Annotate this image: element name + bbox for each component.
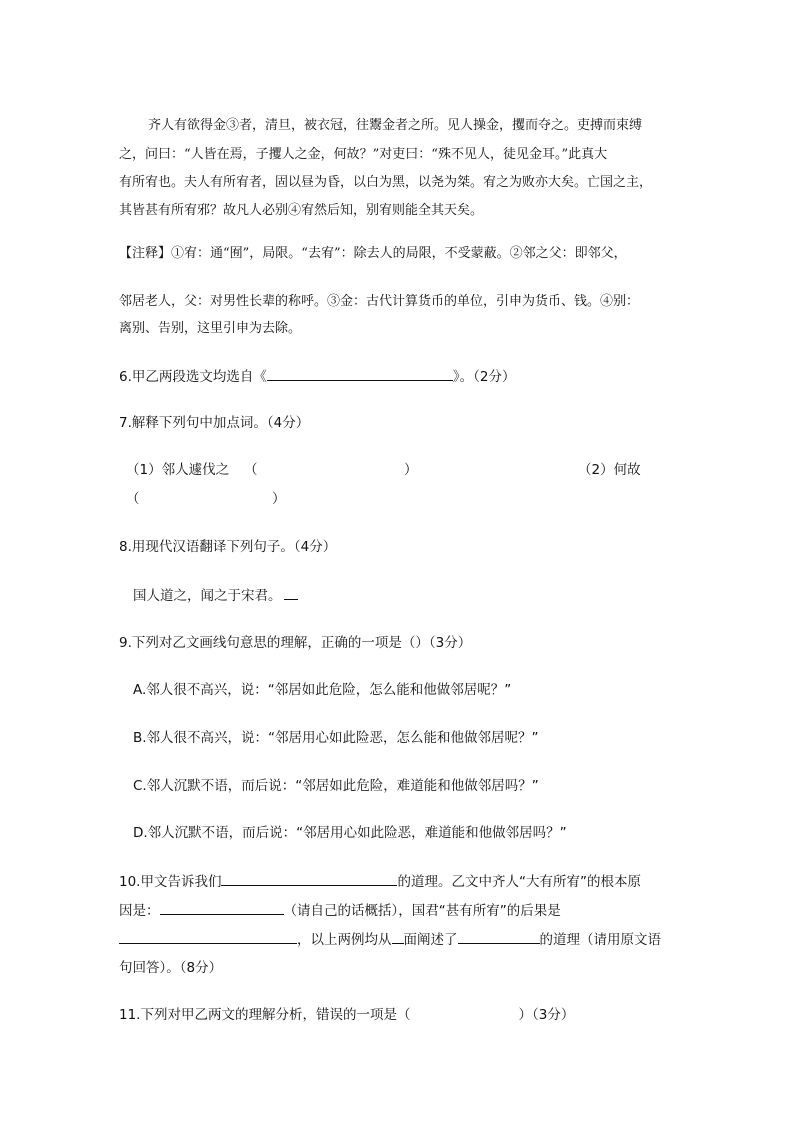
q11-text-pre: 11.下列对甲乙两文的理解分析，错误的一项是（ [119, 1007, 411, 1023]
q7-item-2-label: （2）何故 [578, 462, 641, 478]
q10-blank-2[interactable] [160, 901, 284, 915]
question-11 [119, 1006, 574, 1024]
q10-text-b: 的道理。乙文中齐人“大有所宥”的根本原 [397, 874, 641, 890]
q8-sentence-text: 国人道之，闻之于宋君。 [133, 588, 282, 604]
q8-answer-blank[interactable] [284, 586, 298, 600]
notes-line-3: 离别、告别，这里引申为去除。 [119, 321, 302, 336]
question-7-title: 7.解释下列句中加点词。（4分） [119, 415, 310, 431]
q6-text-pre: 6.甲乙两段选文均选自《 [119, 369, 267, 385]
q7-item-1-open-paren: （ [244, 462, 258, 478]
q10-text-e: ，以上两例均从 [297, 932, 392, 948]
notes-line-2: 邻居老人，父：对男性长辈的称呼。③金：古代计算货币的单位，引申为货币、钱。④别： [119, 294, 640, 309]
q10-text-d: （请自己的话概括），国君“甚有所宥”的后果是 [283, 903, 561, 919]
q10-blank-5[interactable] [458, 930, 540, 944]
q9-option-a[interactable]: A.邻人很不高兴，说：“邻居如此危险，怎么能和他做邻居呢？” [133, 682, 512, 698]
q6-answer-blank[interactable] [267, 367, 453, 381]
passage-line-4: 其皆甚有所宥邪？故凡人必别④宥然后知，别宥则能全其天矣。 [119, 203, 484, 218]
q10-text-g: 的道理（请用原文语 [539, 932, 661, 948]
q11-text-post: ）（3分） [518, 1007, 575, 1023]
q9-option-d[interactable]: D.邻人沉默不语，而后说：“邻居用心如此险恶，难道能和他做邻居吗？” [133, 825, 567, 841]
question-8-title: 8.用现代汉语翻译下列句子。（4分） [119, 539, 337, 555]
q10-text-a: 10.甲文告诉我们 [119, 874, 222, 890]
question-6 [119, 367, 515, 386]
q10-blank-3[interactable] [119, 930, 297, 944]
q10-blank-4[interactable] [392, 930, 404, 944]
q9-option-c[interactable]: C.邻人沉默不语，而后说：“邻居如此危险，难道能和他做邻居吗？” [133, 778, 539, 794]
question-10-line-4: 句回答）。（8分） [119, 960, 223, 976]
question-10-line-1 [119, 872, 641, 891]
question-9-title: 9.下列对乙文画线句意思的理解，正确的一项是（）（3分） [119, 635, 472, 651]
q7-item-1-close-paren: ） [404, 462, 418, 478]
passage-line-2: 之，问曰：“人皆在焉，子攫人之金，何故？”对吏曰：“殊不见人，徒见金耳。”此真大 [119, 147, 608, 162]
q8-sentence [133, 586, 298, 605]
q10-blank-1[interactable] [221, 872, 397, 886]
q10-text-c: 因是： [119, 903, 160, 919]
q7-item-1-label: （1）邻人遽伐之 [126, 462, 230, 478]
q9-option-b[interactable]: B.邻人很不高兴，说：“邻居用心如此险恶，怎么能和他做邻居呢？” [133, 730, 539, 746]
q6-text-post: 》。（2分） [452, 369, 516, 385]
question-10-line-2 [119, 901, 561, 920]
q10-text-f: 面阐述了 [403, 932, 458, 948]
q7-item-2-close-paren: ） [272, 491, 286, 507]
passage-line-3: 有所宥也。夫人有所宥者，固以昼为昏，以白为黑，以尧为桀。宥之为败亦大矣。亡国之主， [119, 175, 653, 190]
notes-line-1: 【注释】①宥：通“囿”，局限。“去宥”：除去人的局限，不受蒙蔽。②邻之父：即邻父， [119, 246, 627, 261]
q7-item-2-open-paren: （ [126, 491, 140, 507]
passage-line-1: 齐人有欲得金③者，清旦，被衣冠，往鬻金者之所。见人操金，攫而夺之。吏搏而束缚 [148, 118, 643, 133]
question-10-line-3 [119, 930, 661, 949]
